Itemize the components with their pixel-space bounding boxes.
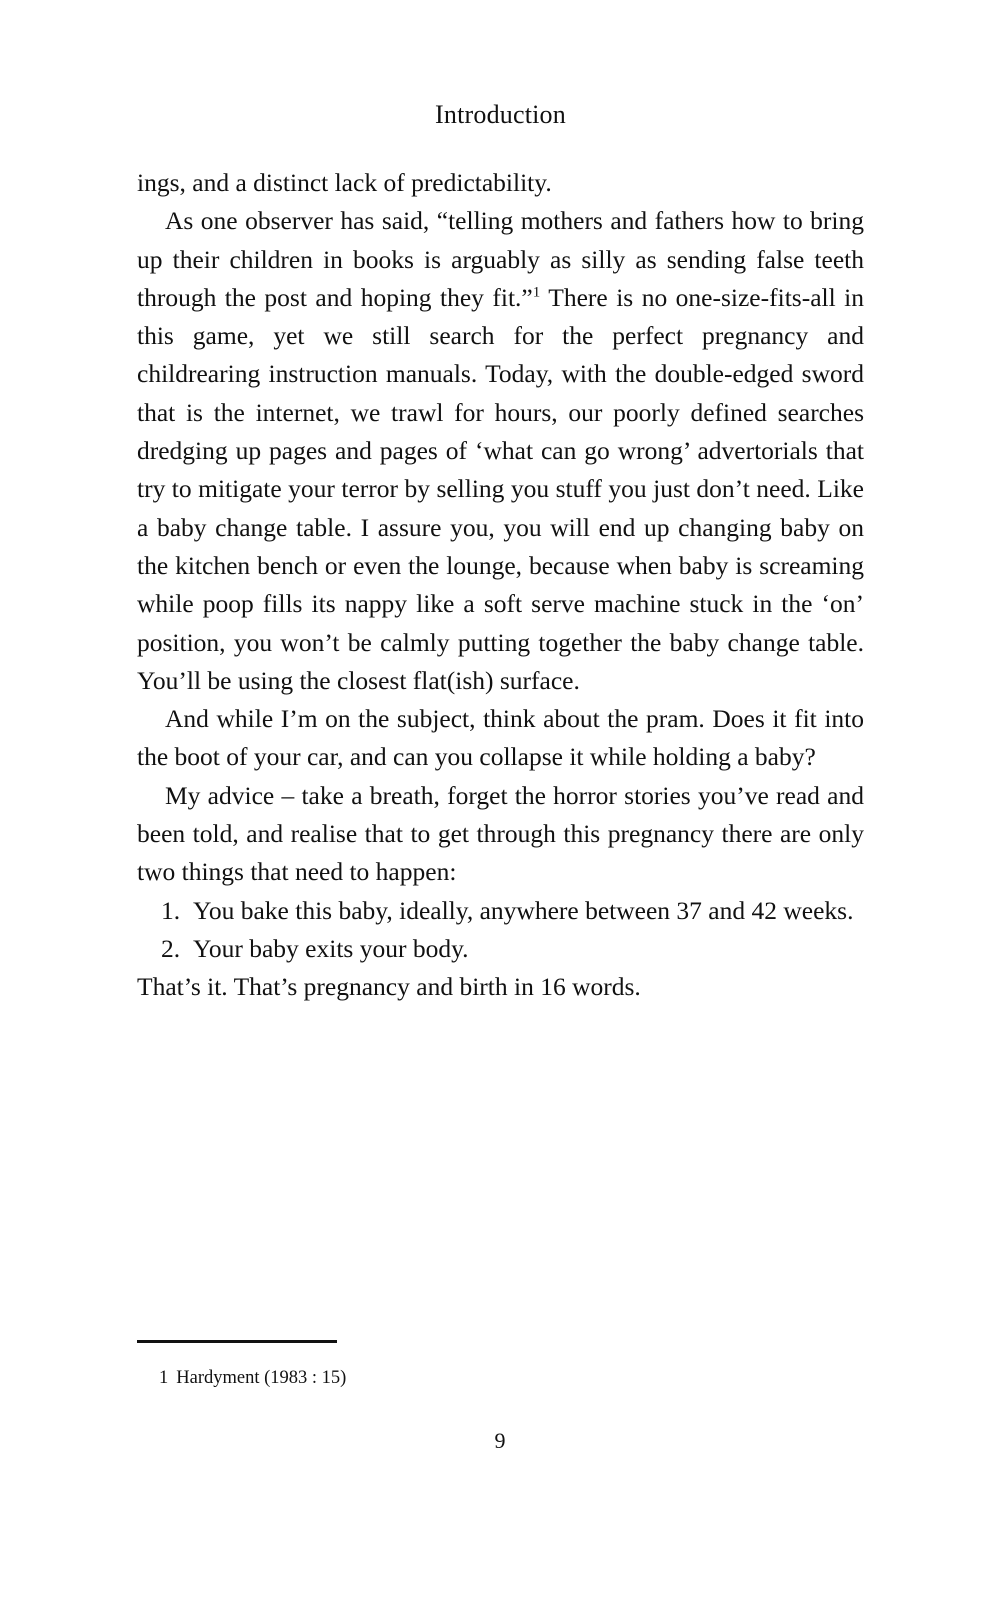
footnote-zone [137,1340,864,1391]
footnote-marker: 1 [532,284,541,301]
running-head: Introduction [435,100,566,129]
list-item-number: 2. [161,933,181,963]
paragraph-observer-quote [137,202,864,700]
list-item [137,892,864,930]
footnote-entry-text: Hardyment (1983 : 15) [176,1368,347,1388]
list-item-text: You bake this baby, ideally, anywhere between 37 and 42 weeks. [193,895,854,925]
page-number: 9 [494,1428,506,1453]
list-item [137,930,864,968]
footnote-separator-rule [137,1340,337,1343]
list-item-text: Your baby exits your body. [193,933,469,963]
paragraph-text-after-note: There is no one-size-fits-all in this game, yet we still search for the perfect pregnancy and childrearing instruction manuals. Today, with the double-edged sword that is the internet, we trawl for hours, our poorly defined searches dredging up pages and pages of ‘what can go wrong’ advertorials that try to mitigate your terror by selling you stuff you just don’t need. Like a baby change table. I assure you, you will end up changing baby on the kitchen bench or even the lounge, because when baby is screaming while poop fills its nappy like a soft serve machine stuck in the ‘on’ position, you won’t be calmly putting together the baby change table. You’ll be using the closest flat(ish) surface. [137,282,864,695]
paragraph-closing: That’s it. That’s pregnancy and birth in 16 words. [137,972,641,1002]
paragraph-pram: And while I’m on the subject, think about the pram. Does it fit into the boot of your car, and can you collapse it while holding a baby? [137,704,864,772]
numbered-list [137,892,864,969]
list-item-number: 1. [161,895,181,925]
page-content [137,100,864,1007]
footnote-entry-number: 1 [159,1368,169,1388]
footnote-entry [137,1365,864,1391]
paragraph-continuation: ings, and a distinct lack of predictability. [137,168,552,197]
paragraph-text-before-note: As one observer has said, “telling mothers and fathers how to bring up their children in books is arguably as silly as sending false teeth through the post and hoping they fit.” [137,206,864,312]
paragraph-advice: My advice – take a breath, forget the horror stories you’ve read and been told, and realise that to get through this pregnancy there are only two things that need to happen: [137,780,864,887]
